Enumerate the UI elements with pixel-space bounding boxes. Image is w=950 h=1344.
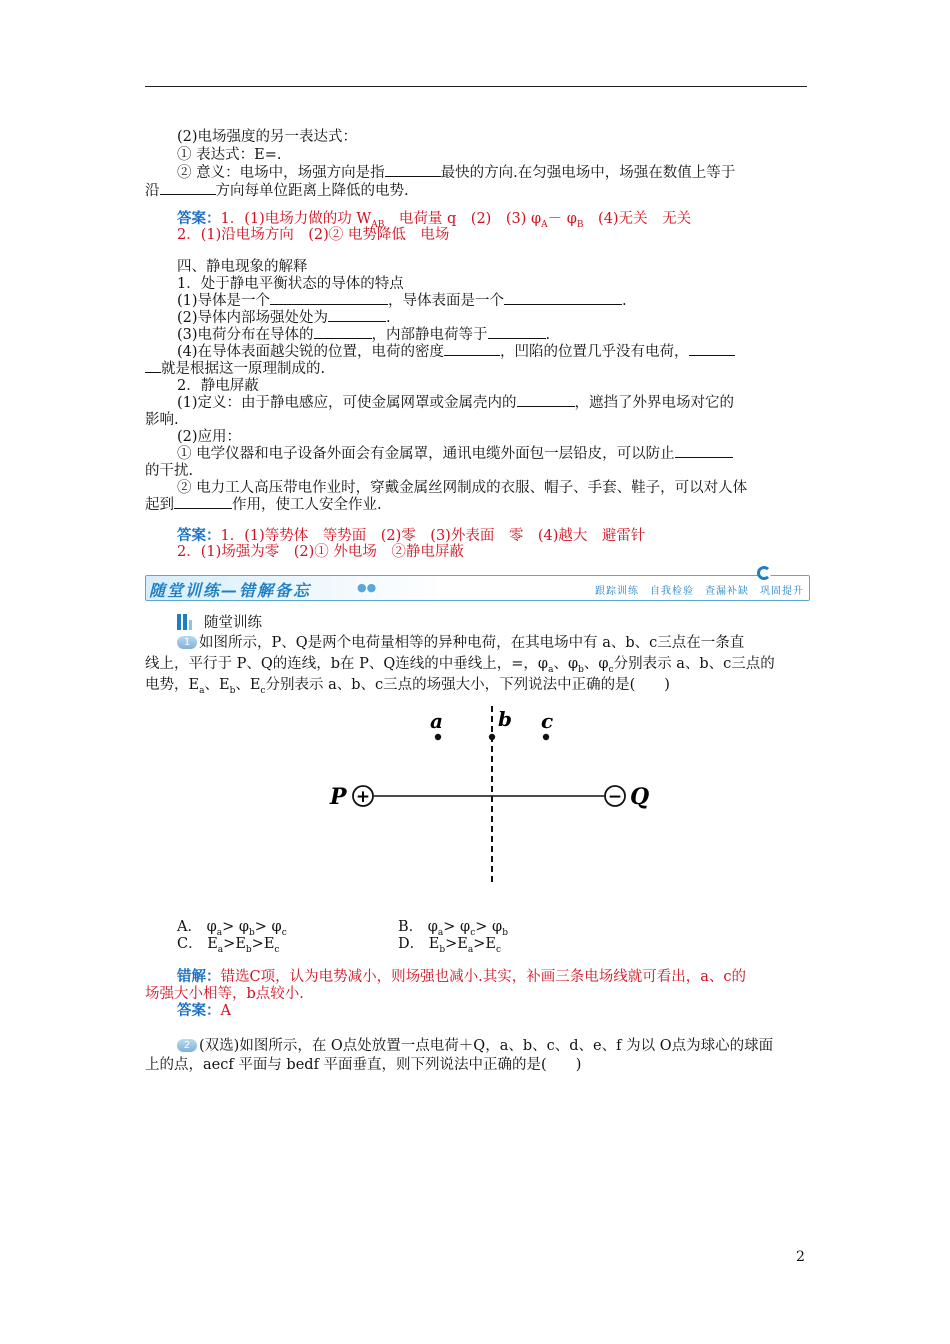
text-span: 起到 xyxy=(145,497,174,513)
header-rule xyxy=(145,86,807,87)
fill-blank[interactable] xyxy=(160,183,216,195)
text-span: ，遮挡了外界电场对它的 xyxy=(574,395,735,411)
fill-blank[interactable] xyxy=(174,497,232,509)
text-span: 最快的方向.在匀强电场中，场强在数值上等于 xyxy=(440,165,736,181)
option-d[interactable] xyxy=(398,935,501,959)
text-span: (2)导体内部场强处处为 xyxy=(177,310,329,326)
answer-label: 答案： xyxy=(177,210,221,227)
text-span: 上的点，aecf 平面与 bedf 平面垂直，则下列说法中正确的是( ) xyxy=(145,1057,582,1073)
text-span: 沿 xyxy=(145,183,160,199)
error-text: 场强大小相等，b点较小. xyxy=(145,986,304,1002)
page-number: 2 xyxy=(796,1249,805,1265)
text-span: 分别表示 a、b、c三点的 xyxy=(613,656,775,672)
text-span: 方向每单位距离上降低的电势. xyxy=(215,183,409,199)
answer-text: A xyxy=(220,1003,231,1019)
text-span: D． E xyxy=(398,936,440,952)
label-c: c xyxy=(541,709,554,733)
text-span: ，导体表面是一个 xyxy=(388,293,505,309)
text-line xyxy=(145,360,810,378)
field-diagram xyxy=(320,706,660,888)
error-text: 错选C项，认为电势减小，则场强也减小.其实，补画三条电场线就可看出，a、c的 xyxy=(220,969,746,985)
section-title xyxy=(204,614,869,632)
text-span: 影响. xyxy=(145,412,179,428)
text-line xyxy=(177,394,842,412)
subheading: (2)电场强度的另一表达式： xyxy=(177,129,358,145)
text-line xyxy=(177,445,842,463)
question-line xyxy=(177,1037,842,1055)
minus-sign: − xyxy=(607,787,623,807)
text-span: ① 电学仪器和电子设备外面会有金属罩，通讯电缆外面包一层铅皮，可以防止 xyxy=(177,446,675,462)
text-span: > φ xyxy=(254,919,282,935)
text-line xyxy=(177,428,842,446)
section-banner xyxy=(145,575,810,601)
question-line xyxy=(177,634,842,652)
text-line xyxy=(177,479,842,497)
fill-blank[interactable] xyxy=(314,327,372,339)
subscript: b xyxy=(502,927,508,938)
question-line xyxy=(145,1056,810,1074)
answer-line xyxy=(177,543,842,561)
dots-icon: ●● xyxy=(357,581,377,594)
fill-blank[interactable] xyxy=(689,344,735,356)
subscript: A xyxy=(541,219,548,230)
text-span: － φ xyxy=(547,211,577,227)
subscript: AB xyxy=(371,219,385,230)
subscript: a xyxy=(467,944,474,955)
text-span: (4)在导体表面越尖锐的位置，电荷的密度 xyxy=(177,344,445,360)
text-line xyxy=(145,411,810,429)
fill-blank[interactable] xyxy=(444,344,500,356)
fill-blank[interactable] xyxy=(385,165,441,177)
text-span: >E xyxy=(223,936,246,952)
option-c[interactable] xyxy=(177,935,279,959)
text-span: 1．(1)电场力做的功 W xyxy=(220,211,372,227)
text-span: ② 意义：电场中，场强方向是指 xyxy=(177,165,385,181)
text-span: (3)电荷分布在导体的 xyxy=(177,327,314,343)
swirl-icon xyxy=(757,566,771,580)
answer-line xyxy=(177,1002,842,1020)
text-span: 电势，E xyxy=(145,677,200,693)
text-span: (2)应用： xyxy=(177,429,242,445)
subscript: c xyxy=(281,927,287,938)
point-c xyxy=(543,734,549,740)
label-b: b xyxy=(498,707,512,731)
text-span: ，凹陷的位置几乎没有电荷， xyxy=(500,344,689,360)
text-span: 就是根据这一原理制成的. xyxy=(161,361,326,377)
question-number-badge: 2 xyxy=(177,1039,197,1052)
subscript: a xyxy=(437,927,444,938)
subscript: b xyxy=(249,927,255,938)
text-line xyxy=(177,128,842,146)
point-b xyxy=(489,734,495,740)
text-span: >E xyxy=(473,936,496,952)
text-span: 2．静电屏蔽 xyxy=(177,378,259,394)
section-heading xyxy=(177,258,842,276)
subscript: a xyxy=(216,927,223,938)
text-line xyxy=(177,377,842,395)
error-analysis-line xyxy=(145,985,810,1003)
text-line xyxy=(145,462,810,480)
text-span: 、E xyxy=(235,677,261,693)
text-span: 、φ xyxy=(553,656,579,672)
text-span: 的干扰. xyxy=(145,463,194,479)
text-span: 作用，使工人安全作业. xyxy=(232,497,382,513)
fill-blank[interactable] xyxy=(488,327,546,339)
text-span: C． E xyxy=(177,936,218,952)
subscript: b xyxy=(245,944,252,955)
subscript: b xyxy=(229,685,236,696)
text-line xyxy=(145,496,810,514)
text-line xyxy=(177,146,842,164)
subscript: b xyxy=(578,664,584,675)
answer-text: 2．(1)场强为零 (2)① 外电场 ②静电屏蔽 xyxy=(177,544,464,560)
subscript: a xyxy=(199,685,205,696)
bars-icon xyxy=(177,614,193,630)
fill-blank[interactable] xyxy=(517,395,575,407)
diagram-svg xyxy=(320,706,660,888)
text-span: (双选)如图所示，在 O点处放置一点电荷＋Q，a、b、c、d、e、f 为以 O点为球心的球面 xyxy=(199,1038,774,1054)
text-span: (1)导体是一个 xyxy=(177,293,271,309)
text-span: . xyxy=(545,327,551,343)
fill-blank[interactable] xyxy=(270,293,388,305)
text-span: B． φ xyxy=(398,919,438,935)
answer-text: 2．(1)沿电场方向 (2)② 电势降低 电场 xyxy=(177,227,450,243)
answer-label: 答案： xyxy=(177,527,221,544)
error-analysis-line xyxy=(177,968,842,986)
text-span: . xyxy=(622,293,627,309)
subscript: B xyxy=(576,219,584,230)
subscript: b xyxy=(439,944,446,955)
answer-line xyxy=(177,226,842,244)
answer-label: 答案： xyxy=(177,1002,221,1019)
subscript: a xyxy=(548,664,554,675)
answer-text xyxy=(220,211,692,230)
subscript: a xyxy=(217,944,224,955)
fill-blank[interactable] xyxy=(145,361,161,373)
question-number-badge: 1 xyxy=(177,636,197,649)
text-line xyxy=(177,309,842,327)
text-span: 分别表示 a、b、c三点的场强大小，下列说法中正确的是( ) xyxy=(265,677,670,693)
label-p: P xyxy=(330,784,347,810)
text-line xyxy=(177,275,842,293)
text-span: . xyxy=(386,310,391,326)
text-span: >E xyxy=(445,936,468,952)
text-line xyxy=(177,343,842,361)
subscript: c xyxy=(260,685,266,696)
text-span: (1)定义：由于静电感应，可使金属网罩或金属壳内的 xyxy=(177,395,517,411)
subscript: c xyxy=(495,944,501,955)
fill-blank[interactable] xyxy=(504,293,622,305)
fill-blank[interactable] xyxy=(675,446,733,458)
text-line xyxy=(177,292,842,310)
text-span: 四、静电现象的解释 xyxy=(177,259,308,275)
text-span: 线上，平行于 P、Q的连线，b在 P、Q连线的中垂线上，=，φ xyxy=(145,656,549,672)
text-span: 如图所示，P、Q是两个电荷量相等的异种电荷，在其电场中有 a、b、c三点在一条直 xyxy=(199,635,745,651)
text-line xyxy=(177,326,842,344)
text-span: > φ xyxy=(475,919,503,935)
fill-blank[interactable] xyxy=(328,310,386,322)
text-span: 、φ xyxy=(583,656,609,672)
text-span: >E xyxy=(251,936,275,952)
point-a xyxy=(435,734,441,740)
text-span: > φ xyxy=(443,919,471,935)
text-line xyxy=(177,164,842,182)
answer-text: 1．(1)等势体 等势面 (2)零 (3)外表面 零 (4)越大 避雷针 xyxy=(220,528,646,544)
text-span: 随堂训练 xyxy=(204,615,262,631)
label-q: Q xyxy=(630,784,650,810)
text-span: ，内部静电荷等于 xyxy=(371,327,488,343)
label-a: a xyxy=(430,709,443,733)
formula-line: ① 表达式：E=. xyxy=(177,147,282,163)
banner-title: 随堂训练—错解备忘 xyxy=(149,581,312,600)
text-span: 1．处于静电平衡状态的导体的特点 xyxy=(177,276,404,292)
subscript: c xyxy=(274,944,280,955)
text-span: ② 电力工人高压带电作业时，穿戴金属丝网制成的衣服、帽子、手套、鞋子，可以对人体 xyxy=(177,480,748,496)
subscript: c xyxy=(470,927,476,938)
text-span: A． φ xyxy=(177,919,217,935)
text-span: (4)无关 无关 xyxy=(583,211,692,227)
text-line xyxy=(145,182,810,200)
subscript: c xyxy=(608,664,614,675)
text-span: 、E xyxy=(204,677,230,693)
question-line xyxy=(145,676,810,700)
error-label: 错解： xyxy=(177,968,221,985)
banner-tagline: 跟踪训练 自我检验 查漏补缺 巩固提升 xyxy=(595,586,804,597)
plus-sign: + xyxy=(355,787,371,807)
text-span: > φ xyxy=(222,919,250,935)
text-span: 电荷量 q (2) (3) φ xyxy=(384,211,542,227)
